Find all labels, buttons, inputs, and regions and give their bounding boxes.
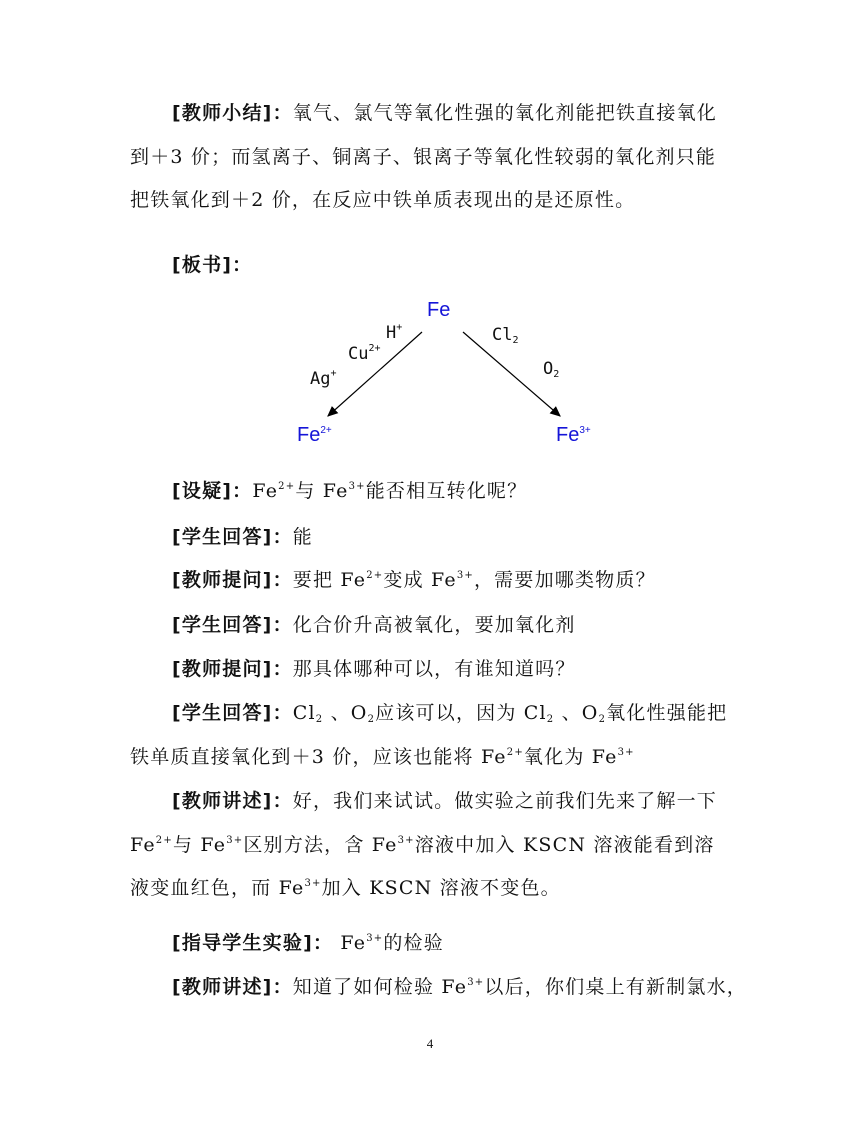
section-tag: [设疑]： — [172, 480, 253, 502]
teacher-question-1: [教师提问]：要把 $Fe^{2+}$变成 $Fe^{3+}$，需要加哪类物质？ — [172, 569, 656, 591]
experiment-line: [指导学生实验]： $Fe^{3+}$的检验 — [172, 932, 444, 954]
reaction-diagram — [280, 290, 620, 460]
summary-text: 氧气、氯气等氧化性强的氧化剂能把铁直接氧化到＋3 价；而氢离子、铜离子、银离子等氧化性较弱的氧化剂只能把铁氧化到＋2 价，在反应中铁单质表现出的是还原性。 — [130, 102, 717, 211]
section-tag: [教师讲述]： — [172, 790, 293, 812]
section-tag: [教师提问]： — [172, 658, 293, 680]
cu-ion-label: $Cu^{2+}$ — [348, 343, 381, 364]
h-ion-label: H+ — [386, 322, 403, 343]
page-number: 4 — [426, 1036, 434, 1051]
teacher-question-2: [教师提问]：那具体哪种可以，有谁知道吗？ — [172, 658, 576, 680]
ag-ion-label: Ag+ — [310, 368, 337, 389]
section-tag: [板书]： — [172, 254, 253, 276]
fe2-label: $Fe^{2+}$ — [297, 424, 332, 446]
fe-label: Fe — [427, 299, 451, 321]
section-tag: [学生回答]： — [172, 526, 293, 548]
board-heading — [172, 250, 252, 277]
teacher-explanation-2: [教师讲述]：知道了如何检验 $Fe^{3+}$以后，你们桌上有新制氯水， — [172, 976, 747, 998]
teacher-summary-paragraph — [130, 92, 730, 223]
cl2-label: $Cl_2$ — [492, 325, 519, 346]
section-tag: [学生回答]： — [172, 614, 293, 636]
section-tag: [教师小结]： — [172, 102, 293, 124]
fe3-label: $Fe^{3+}$ — [556, 424, 591, 446]
student-answer-2: [学生回答]：化合价升高被氧化，要加氧化剂 — [172, 614, 576, 636]
o2-label: $O_2$ — [543, 359, 560, 380]
question-line: [设疑]：$Fe^{2+}$与 $Fe^{3+}$能否相互转化呢？ — [172, 480, 528, 502]
student-answer-1: [学生回答]：能 — [172, 526, 313, 548]
section-tag: [指导学生实验]： — [172, 932, 334, 954]
section-tag: [教师提问]： — [172, 569, 293, 591]
student-answer-3: [学生回答]：$Cl_2$ 、$O_2$应该可以，因为 $Cl_2$ 、$O_2$氧化性强能把铁单质直接氧化到＋3 价，应该也能将 $Fe^{2+}$氧化为 $Fe^{3+}$ — [130, 702, 728, 768]
section-tag: [学生回答]： — [172, 702, 293, 724]
teacher-explanation-1: [教师讲述]：好，我们来试试。做实验之前我们先来了解一下 $Fe^{2+}$与 $Fe^{3+}$区别方法，含 $Fe^{3+}$溶液中加入 KSCN 溶液能看到溶液变血红色，而 $Fe^{3+}$加入 KSCN 溶液不变色。 — [130, 790, 717, 899]
section-tag: [教师讲述]： — [172, 976, 293, 998]
